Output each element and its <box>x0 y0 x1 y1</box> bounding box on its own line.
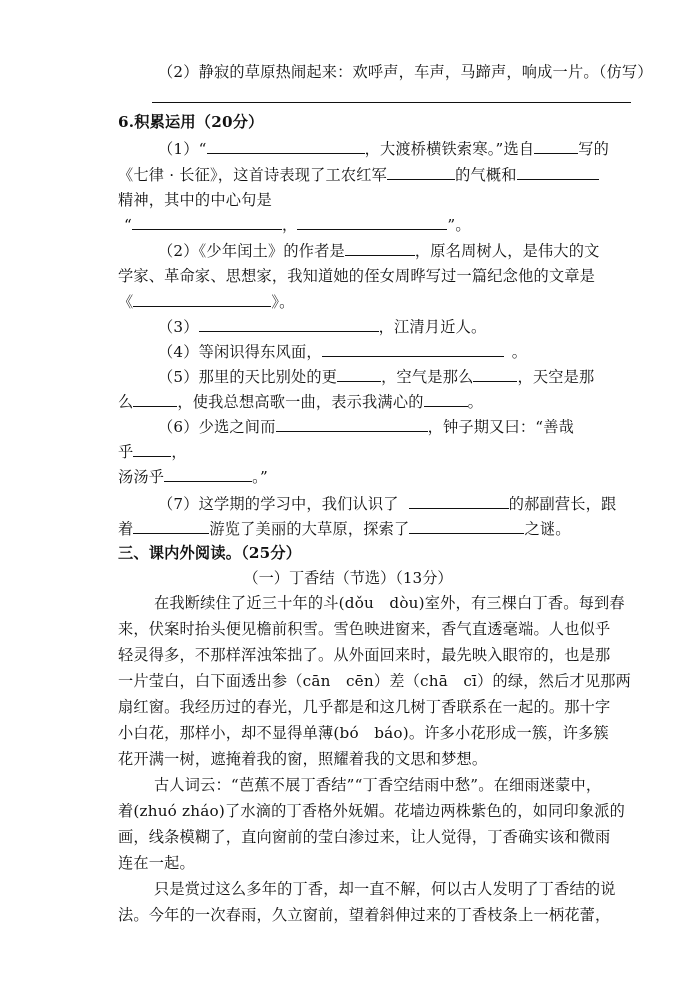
q6-item6-text-f: 。” <box>252 468 268 486</box>
q6-item7-text-c: 着 <box>118 520 134 538</box>
q6-item1-line2 <box>118 164 599 185</box>
q6-item1-text-f: “ <box>124 216 132 234</box>
q6-item5-line1 <box>158 366 594 387</box>
q6-item6-text-e: 汤汤乎 <box>118 468 165 486</box>
q6-item5-blank-3[interactable] <box>133 391 177 407</box>
section3-heading: 三、课内外阅读。（25分） <box>118 544 302 562</box>
q6-item2-line1 <box>158 240 600 261</box>
q6-item4-text-a: （4）等闲识得东风面， <box>158 343 322 361</box>
q6-item5-text-e: ，使我总想高歌一曲，表示我满心的 <box>177 393 424 411</box>
q6-item5-text-a: （5）那里的天比别处的更 <box>158 368 338 386</box>
q6-item6-blank-3[interactable] <box>164 466 252 482</box>
q6-item7-text-a: （7）这学期的学习中，我们认识了 <box>158 495 399 513</box>
q5-item2-answer-line[interactable] <box>152 102 631 103</box>
passage-line: 画，线条模糊了，直向窗前的莹白渗过来，让人觉得，丁香确实该和微雨 <box>118 828 611 846</box>
q6-item1-text-d: 《七律 · 长征》，这首诗表现了工农红军 <box>118 166 388 184</box>
passage-title: （一）丁香结（节选）（13分） <box>243 569 453 587</box>
q6-item4-text-b: 。 <box>511 343 528 361</box>
q6-item6-line3 <box>118 466 268 487</box>
q6-item5-blank-2[interactable] <box>473 366 517 382</box>
q6-item1-text-h: ”。 <box>447 216 471 234</box>
q6-item1-text-a: （1）“ <box>158 140 207 158</box>
passage-line: 小白花，那样小，却不显得单薄(bó báo)。许多小花形成一簇，许多簇 <box>118 724 609 742</box>
q6-item5-text-f: 。 <box>467 393 483 411</box>
q6-item7-line1 <box>158 493 616 514</box>
q6-item5-line2 <box>118 391 483 412</box>
q6-item1-blank-central-1[interactable] <box>132 214 282 230</box>
q6-heading: 6.积累运用（20分） <box>118 113 264 131</box>
q6-item3-line <box>158 316 486 337</box>
q6-item7-blank-1[interactable] <box>409 493 509 509</box>
passage-line: 古人词云：“芭蕉不展丁香结”“丁香空结雨中愁”。在细雨迷蒙中， <box>154 776 602 794</box>
q6-item2-blank-article[interactable] <box>133 291 271 307</box>
q6-item7-text-b: 的郝副营长，跟 <box>508 495 617 513</box>
q6-item1-blank-central-2[interactable] <box>297 214 447 230</box>
passage-line: 扇红窗。我经历过的春光，几乎都是和这几树丁香联系在一起的。那十字 <box>118 698 611 716</box>
q6-item7-text-e: 之谜。 <box>524 520 571 538</box>
q6-item1-blank-spirit-1[interactable] <box>387 164 455 180</box>
q6-item3-text-a: （3） <box>158 318 199 336</box>
q6-item2-blank-author[interactable] <box>345 240 415 256</box>
q6-item6-text-b: ，钟子期又曰：“善哉 <box>427 418 575 436</box>
q6-item1-text-c: 写的 <box>578 140 610 158</box>
q6-item6-text-a: （6）少选之间而 <box>158 418 276 436</box>
q6-item2-line3 <box>118 291 295 312</box>
passage-line: 一片莹白，白下面透出参（cān cēn）差（chā cī）的绿，然后才见那两 <box>118 672 631 690</box>
q6-item1-blank-poem-line[interactable] <box>207 138 365 154</box>
q6-item3-blank[interactable] <box>199 316 379 332</box>
q6-item2-text-c: 《 <box>118 293 134 311</box>
passage-line: 着(zhuó zháo)了水滴的丁香格外妩媚。花墙边两株紫色的，如同印象派的 <box>118 802 626 820</box>
q6-item5-text-b: ，空气是那么 <box>381 368 474 386</box>
q6-item6-text-c: 乎 <box>118 443 134 461</box>
passage-line: 花开满一树，遮掩着我的窗，照耀着我的文思和梦想。 <box>118 750 488 768</box>
q6-item2-line2: 学家、革命家、思想家，我知道她的侄女周晔写过一篇纪念他的文章是 <box>118 267 596 285</box>
q6-item2-text-b: ，原名周树人，是伟大的文 <box>414 242 600 260</box>
q6-item7-blank-3[interactable] <box>409 518 524 534</box>
q6-item7-line2 <box>118 518 571 539</box>
passage-line: 连在一起。 <box>118 854 195 872</box>
q6-item4-blank[interactable] <box>322 341 504 357</box>
q6-item1-blank-spirit-2[interactable] <box>517 164 599 180</box>
passage-line: 轻灵得多，不那样浑浊笨拙了。从外面回来时，最先映入眼帘的，也是那 <box>118 646 611 664</box>
q6-item1-text-b: ，大渡桥横铁索寒。”选自 <box>364 140 535 158</box>
q5-item2-text: （2）静寂的草原热闹起来：欢呼声，车声，马蹄声，响成一片。（仿写） <box>158 63 653 81</box>
q6-item6-text-d: ， <box>171 443 187 461</box>
q6-item2-text-d: 》。 <box>271 293 295 311</box>
q6-item1-text-g: ， <box>281 216 298 234</box>
q6-item5-text-c: ，天空是那 <box>517 368 595 386</box>
q6-item6-line1 <box>158 416 574 437</box>
passage-line: 在我断续住了近三十年的斗(dǒu dòu)室外，有三棵白丁香。每到春 <box>154 594 625 612</box>
q6-item7-blank-2[interactable] <box>133 518 209 534</box>
q6-item4-line <box>158 341 527 362</box>
passage-line: 只是赏过这么多年的丁香，却一直不解，何以古人发明了丁香结的说 <box>154 880 616 898</box>
passage-line: 法。今年的一次春雨，久立窗前，望着斜伸过来的丁香枝条上一柄花蕾， <box>118 906 611 924</box>
q6-item7-text-d: 游览了美丽的大草原，探索了 <box>209 520 410 538</box>
q6-item1-line1 <box>158 138 609 159</box>
q6-item1-text-e: 的气概和 <box>455 166 517 184</box>
q6-item5-blank-1[interactable] <box>337 366 381 382</box>
q6-item2-text-a: （2）《少年闰土》的作者是 <box>158 242 345 260</box>
q6-item5-text-d: 么 <box>118 393 134 411</box>
q6-item5-blank-4[interactable] <box>424 391 468 407</box>
q6-item6-blank-1[interactable] <box>276 416 428 432</box>
passage-line: 来，伏案时抬头便见檐前积雪。雪色映进窗来，香气直透毫端。人也似乎 <box>118 620 611 638</box>
q6-item1-line4 <box>124 214 471 235</box>
q6-item6-line2 <box>118 441 187 462</box>
q6-item6-blank-2[interactable] <box>133 441 171 457</box>
q6-item1-blank-author[interactable] <box>534 138 578 154</box>
q6-item1-line3: 精神，其中的中心句是 <box>118 191 272 209</box>
q6-item3-text-b: ，江清月近人。 <box>378 318 487 336</box>
